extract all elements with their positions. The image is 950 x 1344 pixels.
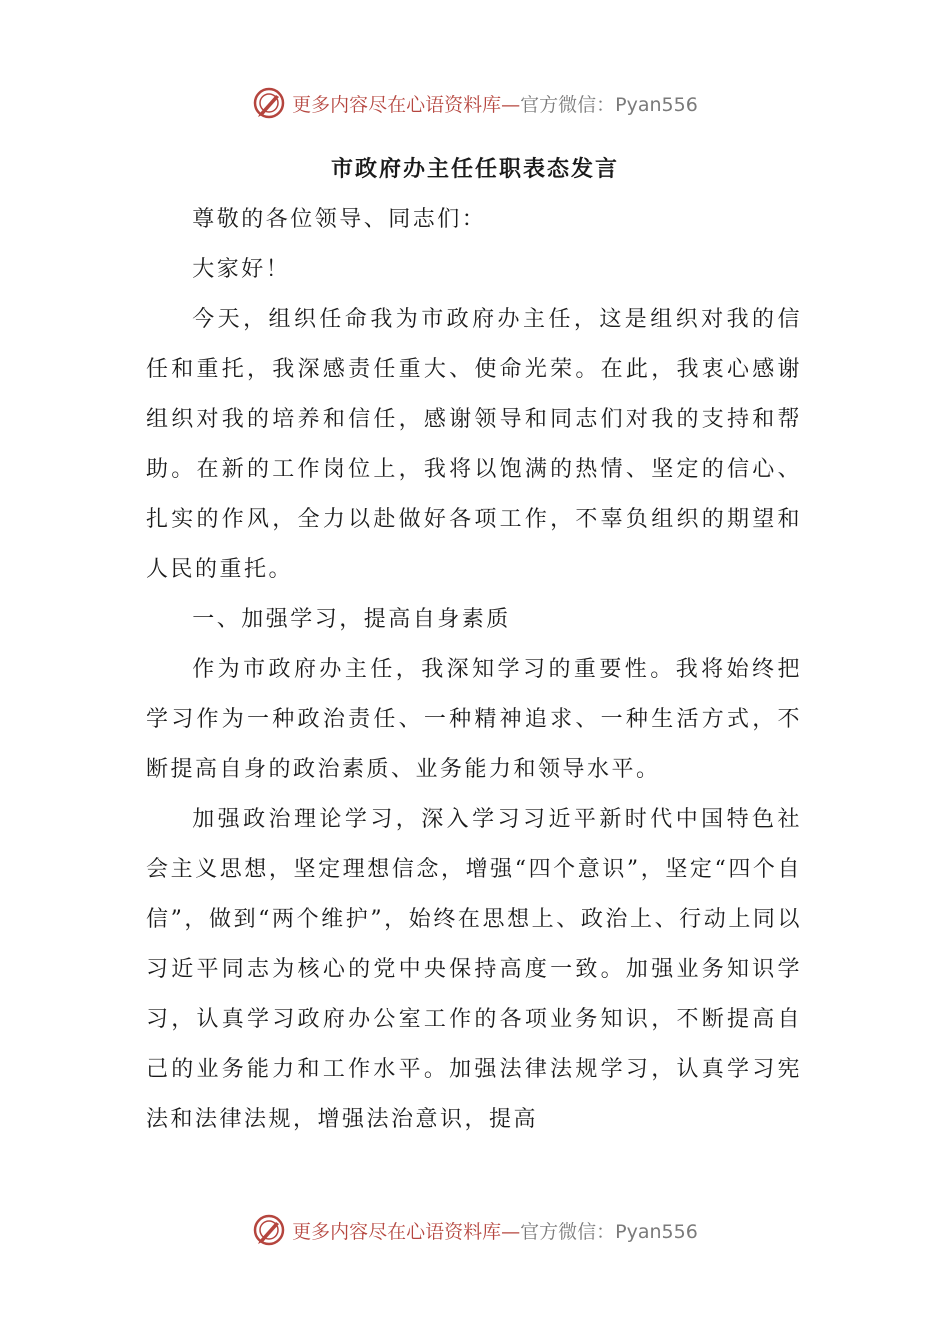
- document-body: [146, 195, 802, 1145]
- document-title: 市政府办主任任职表态发言: [330, 156, 619, 182]
- banner-separator: —: [501, 1220, 521, 1243]
- section-1-paragraph-2: 加强政治理论学习，深入学习习近平新时代中国特色社会主义思想，坚定理想信念，增强“四个意识”，坚定“四个自信”，做到“两个维护”，始终在思想上、政治上、行动上同以习近平同志为核心的党中央保持高度一致。加强业务知识学习，认真学习政府办公室工作的各项业务知识，不断提高自己的业务能力和工作水平。加强法律法规学习，认真学习宪法和法律法规，增强法治意识，提高: [146, 807, 802, 1132]
- banner-separator: —: [501, 93, 521, 116]
- banner-promo-text: 更多内容尽在心语资料库: [292, 93, 502, 116]
- footer-watermark-banner: [0, 1210, 950, 1250]
- banner-wechat-text: 官方微信：Pyan556: [520, 93, 698, 116]
- intro-paragraph: 今天，组织任命我为市政府办主任，这是组织对我的信任和重托，我深感责任重大、使命光荣。在此，我衷心感谢组织对我的培养和信任，感谢领导和同志们对我的支持和帮助。在新的工作岗位上，我将以饱满的热情、坚定的信心、扎实的作风，全力以赴做好各项工作，不辜负组织的期望和人民的重托。: [146, 307, 802, 582]
- pen-seal-logo-icon: [252, 1213, 286, 1247]
- salutation: 尊敬的各位领导、同志们：: [192, 207, 487, 232]
- section-1-paragraph-1: 作为市政府办主任，我深知学习的重要性。我将始终把学习作为一种政治责任、一种精神追求、一种生活方式，不断提高自身的政治素质、业务能力和领导水平。: [146, 657, 802, 782]
- header-watermark-banner: [0, 83, 950, 123]
- banner-wechat-text: 官方微信：Pyan556: [520, 1220, 698, 1243]
- greeting: 大家好！: [192, 257, 291, 282]
- pen-seal-logo-icon: [252, 86, 286, 120]
- banner-promo-text: 更多内容尽在心语资料库: [292, 1220, 502, 1243]
- section-heading-1: 一、加强学习，提高自身素质: [192, 607, 511, 632]
